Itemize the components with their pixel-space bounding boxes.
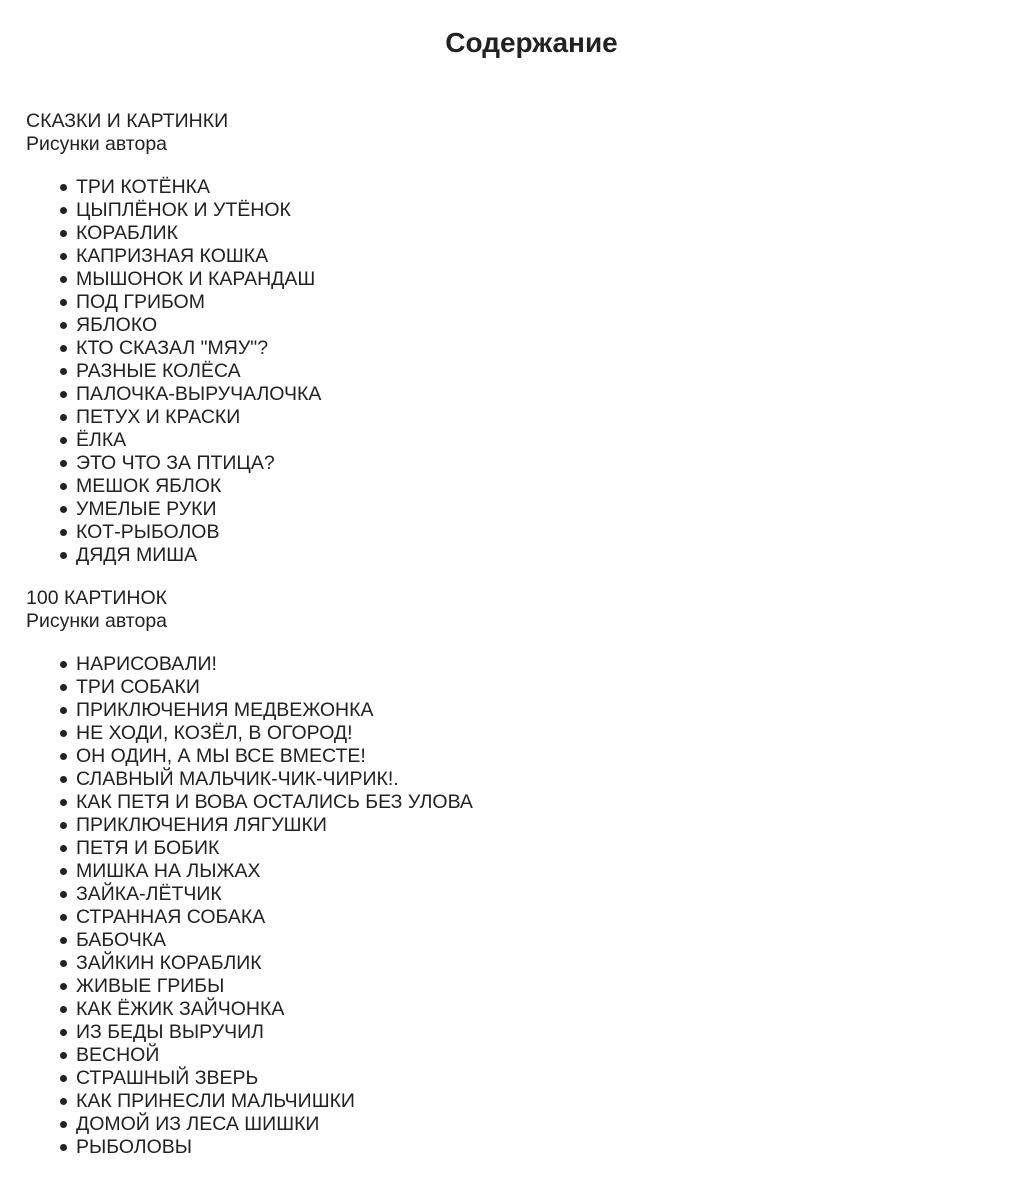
list-item[interactable]: ЯБЛОКО bbox=[76, 314, 473, 337]
list-item[interactable]: МИШКА НА ЛЫЖАХ bbox=[76, 860, 473, 883]
list-item[interactable]: ПЕТУХ И КРАСКИ bbox=[76, 406, 473, 429]
list-item[interactable]: ДОМОЙ ИЗ ЛЕСА ШИШКИ bbox=[76, 1113, 473, 1136]
list-item[interactable]: РАЗНЫЕ КОЛЁСА bbox=[76, 360, 473, 383]
list-item[interactable]: СТРАННАЯ СОБАКА bbox=[76, 906, 473, 929]
page-title: Содержание bbox=[445, 27, 618, 58]
list-item[interactable]: ЭТО ЧТО ЗА ПТИЦА? bbox=[76, 452, 473, 475]
list-item[interactable]: ЗАЙКИН КОРАБЛИК bbox=[76, 952, 473, 975]
section-item-list bbox=[26, 176, 473, 567]
list-item[interactable]: КОТ-РЫБОЛОВ bbox=[76, 521, 473, 544]
list-item[interactable]: БАБОЧКА bbox=[76, 929, 473, 952]
list-item[interactable]: ПРИКЛЮЧЕНИЯ МЕДВЕЖОНКА bbox=[76, 699, 473, 722]
list-item[interactable]: МЕШОК ЯБЛОК bbox=[76, 475, 473, 498]
toc-section bbox=[26, 587, 473, 1159]
list-item[interactable]: СЛАВНЫЙ МАЛЬЧИК-ЧИК-ЧИРИК!. bbox=[76, 768, 473, 791]
list-item[interactable]: ПЕТЯ И БОБИК bbox=[76, 837, 473, 860]
list-item[interactable]: РЫБОЛОВЫ bbox=[76, 1136, 473, 1159]
list-item[interactable]: КАК ПРИНЕСЛИ МАЛЬЧИШКИ bbox=[76, 1090, 473, 1113]
section-title: СКАЗКИ И КАРТИНКИ bbox=[26, 110, 229, 132]
list-item[interactable]: ЖИВЫЕ ГРИБЫ bbox=[76, 975, 473, 998]
list-item[interactable]: КОРАБЛИК bbox=[76, 222, 473, 245]
section-item-list bbox=[26, 653, 473, 1159]
section-subtitle: Рисунки автора bbox=[26, 610, 168, 632]
list-item[interactable]: ОН ОДИН, А МЫ ВСЕ ВМЕСТЕ! bbox=[76, 745, 473, 768]
list-item[interactable]: НАРИСОВАЛИ! bbox=[76, 653, 473, 676]
table-of-contents bbox=[26, 110, 473, 1179]
toc-section bbox=[26, 110, 473, 567]
list-item[interactable]: МЫШОНОК И КАРАНДАШ bbox=[76, 268, 473, 291]
list-item[interactable]: ВЕСНОЙ bbox=[76, 1044, 473, 1067]
list-item[interactable]: НЕ ХОДИ, КОЗЁЛ, В ОГОРОД! bbox=[76, 722, 473, 745]
section-title: 100 КАРТИНОК bbox=[26, 587, 167, 609]
list-item[interactable]: ПОД ГРИБОМ bbox=[76, 291, 473, 314]
list-item[interactable]: ТРИ КОТЁНКА bbox=[76, 176, 473, 199]
list-item[interactable]: ПРИКЛЮЧЕНИЯ ЛЯГУШКИ bbox=[76, 814, 473, 837]
list-item[interactable]: КАК ЁЖИК ЗАЙЧОНКА bbox=[76, 998, 473, 1021]
section-subtitle: Рисунки автора bbox=[26, 133, 168, 155]
list-item[interactable]: ТРИ СОБАКИ bbox=[76, 676, 473, 699]
list-item[interactable]: СТРАШНЫЙ ЗВЕРЬ bbox=[76, 1067, 473, 1090]
list-item[interactable]: КАПРИЗНАЯ КОШКА bbox=[76, 245, 473, 268]
list-item[interactable]: ИЗ БЕДЫ ВЫРУЧИЛ bbox=[76, 1021, 473, 1044]
list-item[interactable]: КАК ПЕТЯ И ВОВА ОСТАЛИСЬ БЕЗ УЛОВА bbox=[76, 791, 473, 813]
list-item[interactable]: ДЯДЯ МИША bbox=[76, 544, 473, 567]
list-item[interactable]: ЦЫПЛЁНОК И УТЁНОК bbox=[76, 199, 473, 222]
list-item[interactable]: КТО СКАЗАЛ "МЯУ"? bbox=[76, 337, 473, 360]
list-item[interactable]: ЗАЙКА-ЛЁТЧИК bbox=[76, 883, 473, 906]
list-item[interactable]: ПАЛОЧКА-ВЫРУЧАЛОЧКА bbox=[76, 383, 473, 406]
list-item[interactable]: УМЕЛЫЕ РУКИ bbox=[76, 498, 473, 521]
list-item[interactable]: ЁЛКА bbox=[76, 429, 473, 452]
